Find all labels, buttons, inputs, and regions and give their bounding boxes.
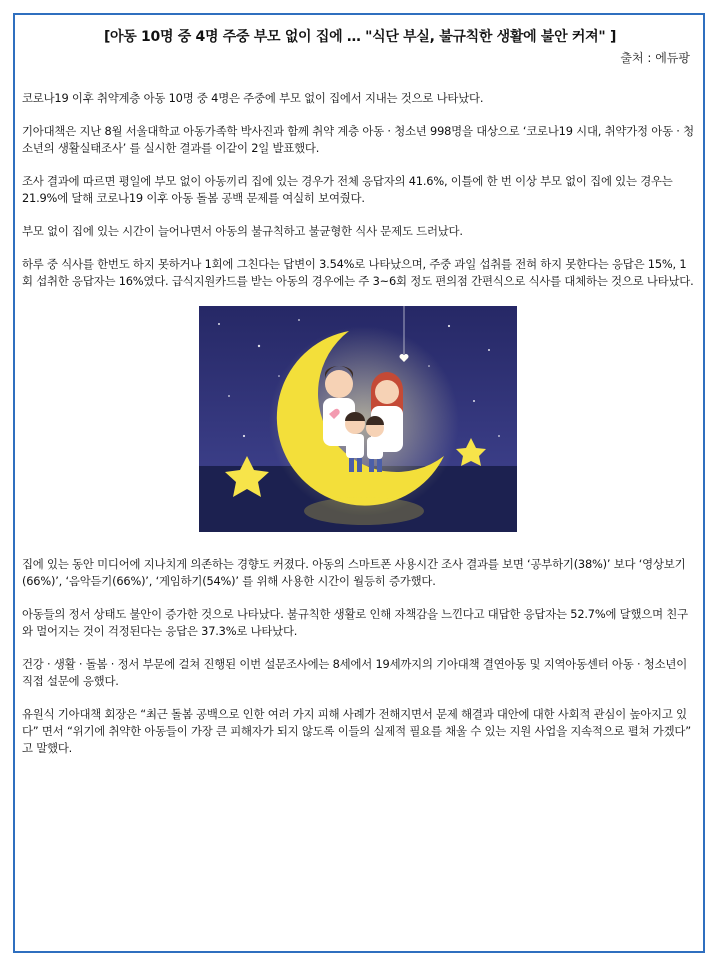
paragraph: 하루 중 식사를 한번도 하지 못하거나 1회에 그친다는 답변이 3.54%로 나타났으며, 주중 과일 섭취를 전혀 하지 못한다는 응답은 15%, 1회 섭취한 응답자는 16%였다. 급식지원카드를 받는 아동의 경우에는 주 3~6회 정도 편의점 간편식으로 식사를 대체하는 것으로 나타났다. [22, 257, 694, 288]
family-on-moon-illustration [199, 306, 517, 532]
paragraph: 유원식 기아대책 회장은 “최근 돌봄 공백으로 인한 여러 가지 피해 사례가 전해지면서 문제 해결과 대안에 대한 사회적 관심이 높아지고 있다” 면서 “위기에 취약한 아동들이 가장 큰 피해자가 되지 않도록 이들의 실제적 필요를 채울 수 있는 지원 사업을 지속적으로 펼쳐 가겠다” 고 말했다. [22, 707, 691, 755]
paragraph: 조사 결과에 따르면 평일에 부모 없이 아동끼리 집에 있는 경우가 전체 응답자의 41.6%, 이틀에 한 번 이상 부모 없이 집에 있는 경우는 21.9%에 달해 코로나19 이후 아동 돌봄 공백 문제를 여실히 보여줬다. [22, 174, 673, 205]
article-body [22, 90, 694, 773]
paragraph: 기아대책은 지난 8월 서울대학교 아동가족학 박사진과 함께 취약 계층 아동 · 청소년 998명을 대상으로 ‘코로나19 시대, 취약가정 아동 · 청소년의 생활실태조사’ 를 실시한 결과를 이같이 2일 발표했다. [22, 124, 694, 155]
paragraph: 집에 있는 동안 미디어에 지나치게 의존하는 경향도 커졌다. 아동의 스마트폰 사용시간 조사 결과를 보면 ‘공부하기(38%)’ 보다 ‘영상보기(66%)’, ‘음악듣기(66%)’, ‘게임하기(54%)’ 를 위해 사용한 시간이 월등히 증가했다. [22, 557, 686, 588]
paragraph: 아동들의 정서 상태도 불안이 증가한 것으로 나타났다. 불규칙한 생활로 인해 자책감을 느낀다고 대답한 응답자는 52.7%에 달했으며 친구와 멀어지는 것이 걱정된다는 응답은 37.3%로 나타났다. [22, 607, 688, 638]
article-title: [아동 10명 중 4명 주중 부모 없이 집에 … "식단 부실, 불규칙한 생활에 불안 커져" ] [103, 29, 617, 45]
paragraph: 건강 · 생활 · 돌봄 · 정서 부문에 걸쳐 진행된 이번 설문조사에는 8세에서 19세까지의 기아대책 결연아동 및 지역아동센터 아동 · 청소년이 직접 설문에 응했다. [22, 657, 688, 688]
article-source: 출처 : 에듀팡 [620, 51, 690, 65]
paragraph: 코로나19 이후 취약계층 아동 10명 중 4명은 주중에 부모 없이 집에서 지내는 것으로 나타났다. [22, 91, 484, 105]
paragraph: 부모 없이 집에 있는 시간이 늘어나면서 아동의 불규칙하고 불균형한 식사 문제도 드러났다. [22, 224, 463, 238]
